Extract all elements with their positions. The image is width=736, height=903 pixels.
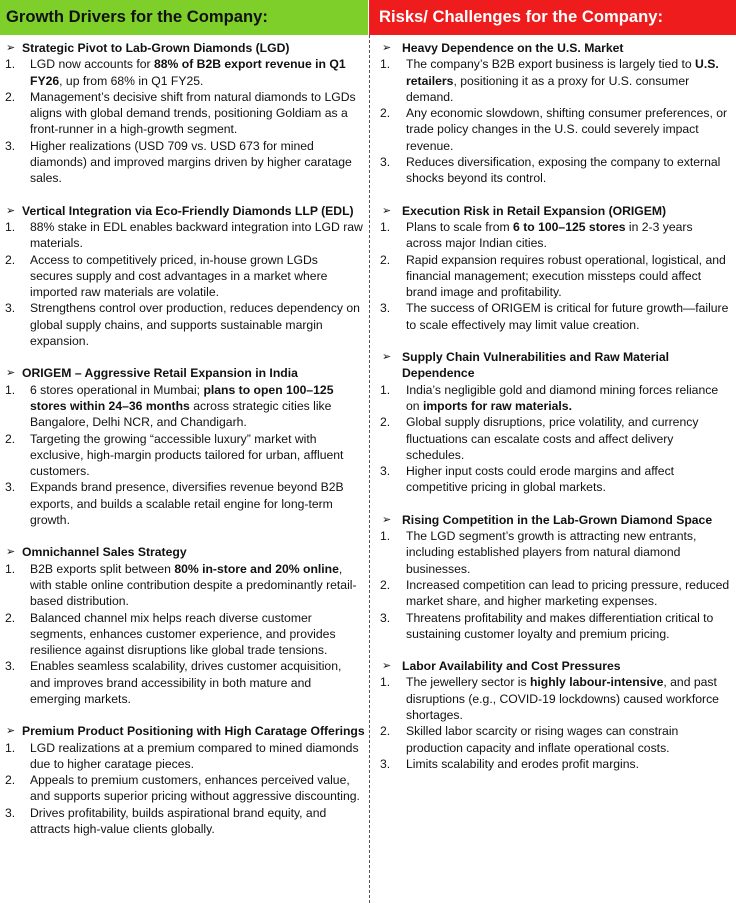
item-text: [30, 382, 369, 431]
item-number: 2.: [5, 252, 16, 267]
text-run: Threatens profitability and makes differentiation critical to sustaining customer loyalty and premium pricing.: [406, 610, 714, 641]
item-number: 2.: [380, 415, 391, 430]
item-text: [406, 56, 736, 105]
arrow-bullet-icon: ➢: [382, 660, 392, 673]
section-title: Omnichannel Sales Strategy: [22, 545, 187, 560]
risks-list: [369, 35, 736, 772]
item-number: 3.: [380, 756, 391, 771]
list-item: [0, 561, 369, 610]
text-run: , up from 68% in Q1 FY25.: [59, 73, 204, 88]
growth-drivers-list: [0, 35, 369, 837]
list-item: [369, 577, 736, 610]
text-run: The LGD segment’s growth is attracting new entrants, including established players from natural diamond businesses.: [406, 529, 697, 576]
item-number: 1.: [380, 57, 391, 72]
item-number: 2.: [5, 89, 16, 104]
text-run: Higher realizations (USD 709 vs. USD 673 for mined diamonds) and improved margins driven by higher caratage sales.: [30, 138, 352, 186]
text-run: 88% stake in EDL enables backward integration into LGD raw materials.: [30, 219, 363, 251]
item-number: 3.: [5, 301, 16, 316]
text-run: LGD now accounts for: [30, 57, 154, 72]
item-text: [30, 56, 369, 89]
section-heading: [0, 203, 369, 219]
arrow-bullet-icon: ➢: [382, 42, 392, 54]
text-run: The jewellery sector is: [406, 675, 530, 690]
text-run: Drives profitability, builds aspirational brand equity, and attracts high-value clients globally.: [30, 805, 327, 837]
item-text: [406, 252, 736, 301]
list-item: [369, 414, 736, 463]
bold-text: 88% of B2B export revenue in Q1 FY26: [30, 57, 346, 88]
section-title: Vertical Integration via Eco-Friendly Diamonds LLP (EDL): [22, 203, 354, 218]
bold-text: plans to open 100–125 stores within 24–36 months: [30, 382, 334, 413]
item-text: [406, 756, 736, 772]
section-title: Execution Risk in Retail Expansion (ORIGEM): [402, 203, 667, 218]
bold-text: U.S. retailers: [406, 57, 719, 88]
item-text: [30, 658, 369, 707]
list-item: [0, 382, 369, 431]
growth-driver-section: [0, 203, 369, 350]
section-heading: [369, 203, 736, 219]
list-item: [0, 610, 369, 659]
risk-section: [369, 658, 736, 772]
section-heading: [0, 40, 369, 56]
section-title: ORIGEM – Aggressive Retail Expansion in India: [22, 366, 298, 381]
item-text: [30, 805, 369, 838]
list-item: [369, 219, 736, 252]
item-number: 1.: [5, 57, 16, 72]
growth-drivers-header: Growth Drivers for the Company:: [0, 0, 369, 35]
text-run: Targeting the growing “accessible luxury” market with exclusive, high-margin products tailored for urban, affluent customers.: [30, 431, 344, 479]
list-item: [369, 56, 736, 105]
list-item: [0, 56, 369, 89]
bold-text: highly labour-intensive: [529, 675, 664, 690]
item-text: [406, 528, 736, 577]
text-run: Enables seamless scalability, drives customer acquisition, and improves brand accessibility in both mature and emerging markets.: [30, 659, 342, 706]
text-run: Global supply disruptions, price volatility, and currency fluctuations can escalate costs and affect delivery schedules.: [406, 415, 699, 462]
item-number: 1.: [380, 382, 391, 397]
item-number: 1.: [380, 219, 391, 234]
item-text: [30, 300, 369, 349]
item-number: 3.: [5, 659, 16, 674]
item-number: 3.: [380, 155, 391, 170]
item-text: [30, 740, 369, 773]
text-run: The company’s B2B export business is largely tied to: [406, 57, 696, 72]
item-text: [30, 138, 369, 187]
list-item: [0, 138, 369, 187]
text-run: Plans to scale from: [406, 219, 514, 234]
item-number: 1.: [5, 561, 16, 576]
section-heading: [369, 512, 736, 528]
list-item: [369, 300, 736, 333]
arrow-bullet-icon: ➢: [382, 204, 392, 217]
text-run: India’s negligible gold and diamond mining forces reliance on: [406, 382, 719, 413]
bold-text: imports for raw materials.: [422, 398, 572, 413]
text-run: Limits scalability and erodes profit margins.: [406, 756, 640, 771]
text-run: Expands brand presence, diversifies revenue beyond B2B exports, and builds a scalable retail engine for long-term growth.: [30, 480, 344, 528]
item-text: [406, 610, 736, 643]
section-title: Strategic Pivot to Lab-Grown Diamonds (LGD): [22, 41, 290, 55]
text-run: Balanced channel mix helps reach diverse customer segments, enhances customer experience, and provides resilience against disruptions like global trade tensions.: [30, 610, 336, 658]
item-text: [30, 219, 369, 252]
item-number: 3.: [380, 301, 391, 316]
list-item: [369, 154, 736, 187]
growth-driver-section: [0, 40, 369, 187]
growth-drivers-column: [0, 0, 369, 853]
item-text: [30, 252, 369, 301]
text-run: Increased competition can lead to pricing pressure, reduced market share, and higher marketing expenses.: [406, 577, 730, 609]
item-number: 1.: [380, 529, 391, 544]
section-heading: [0, 365, 369, 381]
item-number: 2.: [380, 724, 391, 739]
item-text: [406, 463, 736, 496]
text-run: Skilled labor scarcity or rising wages can constrain production capacity and inflate operational costs.: [406, 724, 679, 755]
list-item: [369, 610, 736, 643]
item-text: [30, 772, 369, 805]
list-item: [0, 772, 369, 805]
text-run: across strategic cities like Bangalore, Delhi NCR, and Chandigarh.: [30, 398, 332, 430]
item-text: [30, 561, 369, 610]
text-run: The success of ORIGEM is critical for future growth—failure to scale effectively may limit value creation.: [406, 301, 729, 332]
text-run: Appeals to premium customers, enhances perceived value, and supports superior pricing without aggressive discounting.: [30, 773, 360, 804]
section-title: Supply Chain Vulnerabilities and Raw Material Dependence: [402, 350, 670, 381]
arrow-bullet-icon: ➢: [6, 42, 16, 54]
list-item: [369, 528, 736, 577]
text-run: Strengthens control over production, reduces dependency on global supply chains, and supports sustainable margin expansion.: [30, 301, 360, 349]
text-run: Reduces diversification, exposing the company to external shocks beyond its control.: [406, 155, 721, 186]
arrow-bullet-icon: ➢: [382, 351, 392, 364]
text-run: Any economic slowdown, shifting consumer preferences, or trade policy changes in the U.S. could severely impact revenue.: [406, 106, 728, 153]
list-item: [0, 431, 369, 480]
risks-column: [369, 0, 736, 788]
item-number: 2.: [380, 577, 391, 592]
list-item: [0, 805, 369, 838]
list-item: [0, 479, 369, 528]
list-item: [0, 300, 369, 349]
list-item: [0, 89, 369, 138]
item-number: 2.: [380, 106, 391, 121]
item-number: 1.: [5, 382, 16, 397]
section-heading: [369, 349, 736, 382]
item-text: [406, 674, 736, 723]
item-text: [406, 577, 736, 610]
item-number: 2.: [5, 773, 16, 788]
arrow-bullet-icon: ➢: [6, 546, 16, 559]
item-number: 1.: [380, 675, 391, 690]
item-number: 1.: [5, 740, 16, 755]
text-run: Higher input costs could erode margins and affect competitive pricing in global markets.: [406, 464, 675, 495]
item-number: 2.: [5, 610, 16, 625]
risk-section: [369, 512, 736, 642]
risk-section: [369, 349, 736, 496]
section-heading: [0, 544, 369, 560]
item-text: [406, 382, 736, 415]
text-run: B2B exports split between: [30, 561, 175, 576]
item-number: 3.: [5, 138, 16, 153]
arrow-bullet-icon: ➢: [6, 367, 16, 380]
text-run: , positioning it as a proxy for U.S. consumer demand.: [406, 73, 690, 104]
item-number: 2.: [380, 252, 391, 267]
item-text: [406, 723, 736, 756]
list-item: [0, 219, 369, 252]
list-item: [369, 723, 736, 756]
item-text: [30, 89, 369, 138]
item-number: 3.: [380, 464, 391, 479]
item-text: [406, 300, 736, 333]
section-title: Heavy Dependence on the U.S. Market: [402, 41, 624, 55]
bold-text: 6 to 100–125 stores: [513, 219, 626, 234]
item-number: 3.: [5, 805, 16, 820]
item-number: 2.: [5, 431, 16, 446]
list-item: [369, 382, 736, 415]
bold-text: 80% in-store and 20% online: [174, 561, 339, 576]
list-item: [0, 658, 369, 707]
text-run: Management’s decisive shift from natural diamonds to LGDs aligns with global demand trends, positioning Goldiam as a front-runner in a high-growth segment.: [30, 89, 356, 137]
arrow-bullet-icon: ➢: [382, 513, 392, 526]
growth-driver-section: [0, 723, 369, 837]
section-title: Labor Availability and Cost Pressures: [402, 659, 621, 674]
list-item: [0, 252, 369, 301]
item-text: [406, 414, 736, 463]
arrow-bullet-icon: ➢: [6, 725, 16, 738]
item-number: 3.: [5, 480, 16, 495]
text-run: Access to competitively priced, in-house grown LGDs secures supply and cost advantages in a market where imported raw materials are volatile.: [30, 252, 328, 300]
list-item: [369, 674, 736, 723]
text-run: LGD realizations at a premium compared to mined diamonds due to higher caratage pieces.: [30, 740, 359, 771]
item-number: 3.: [380, 610, 391, 625]
section-title: Premium Product Positioning with High Caratage Offerings: [22, 724, 365, 739]
section-heading: [0, 723, 369, 739]
list-item: [369, 463, 736, 496]
risk-section: [369, 203, 736, 333]
section-heading: [369, 658, 736, 674]
list-item: [369, 252, 736, 301]
list-item: [369, 105, 736, 154]
growth-driver-section: [0, 544, 369, 707]
list-item: [369, 756, 736, 772]
item-text: [30, 479, 369, 528]
arrow-bullet-icon: ➢: [6, 204, 16, 217]
item-text: [406, 219, 736, 252]
item-text: [406, 154, 736, 187]
text-run: , and past disruptions (e.g., COVID-19 lockdowns) caused workforce shortages.: [406, 675, 719, 722]
risk-section: [369, 40, 736, 187]
growth-driver-section: [0, 365, 369, 528]
list-item: [0, 740, 369, 773]
risks-header: Risks/ Challenges for the Company:: [369, 0, 736, 35]
item-text: [30, 610, 369, 659]
text-run: 6 stores operational in Mumbai;: [30, 382, 204, 397]
text-run: , with stable online contribution despite a predominantly retail-based distribution.: [30, 561, 357, 609]
item-text: [406, 105, 736, 154]
item-text: [30, 431, 369, 480]
text-run: in 2-3 years across major Indian cities.: [406, 219, 693, 251]
item-number: 1.: [5, 219, 16, 234]
text-run: Rapid expansion requires robust operational, logistical, and financial management; execution missteps could affect brand image and profitability.: [406, 252, 726, 300]
section-heading: [369, 40, 736, 56]
section-title: Rising Competition in the Lab-Grown Diamond Space: [402, 512, 713, 527]
